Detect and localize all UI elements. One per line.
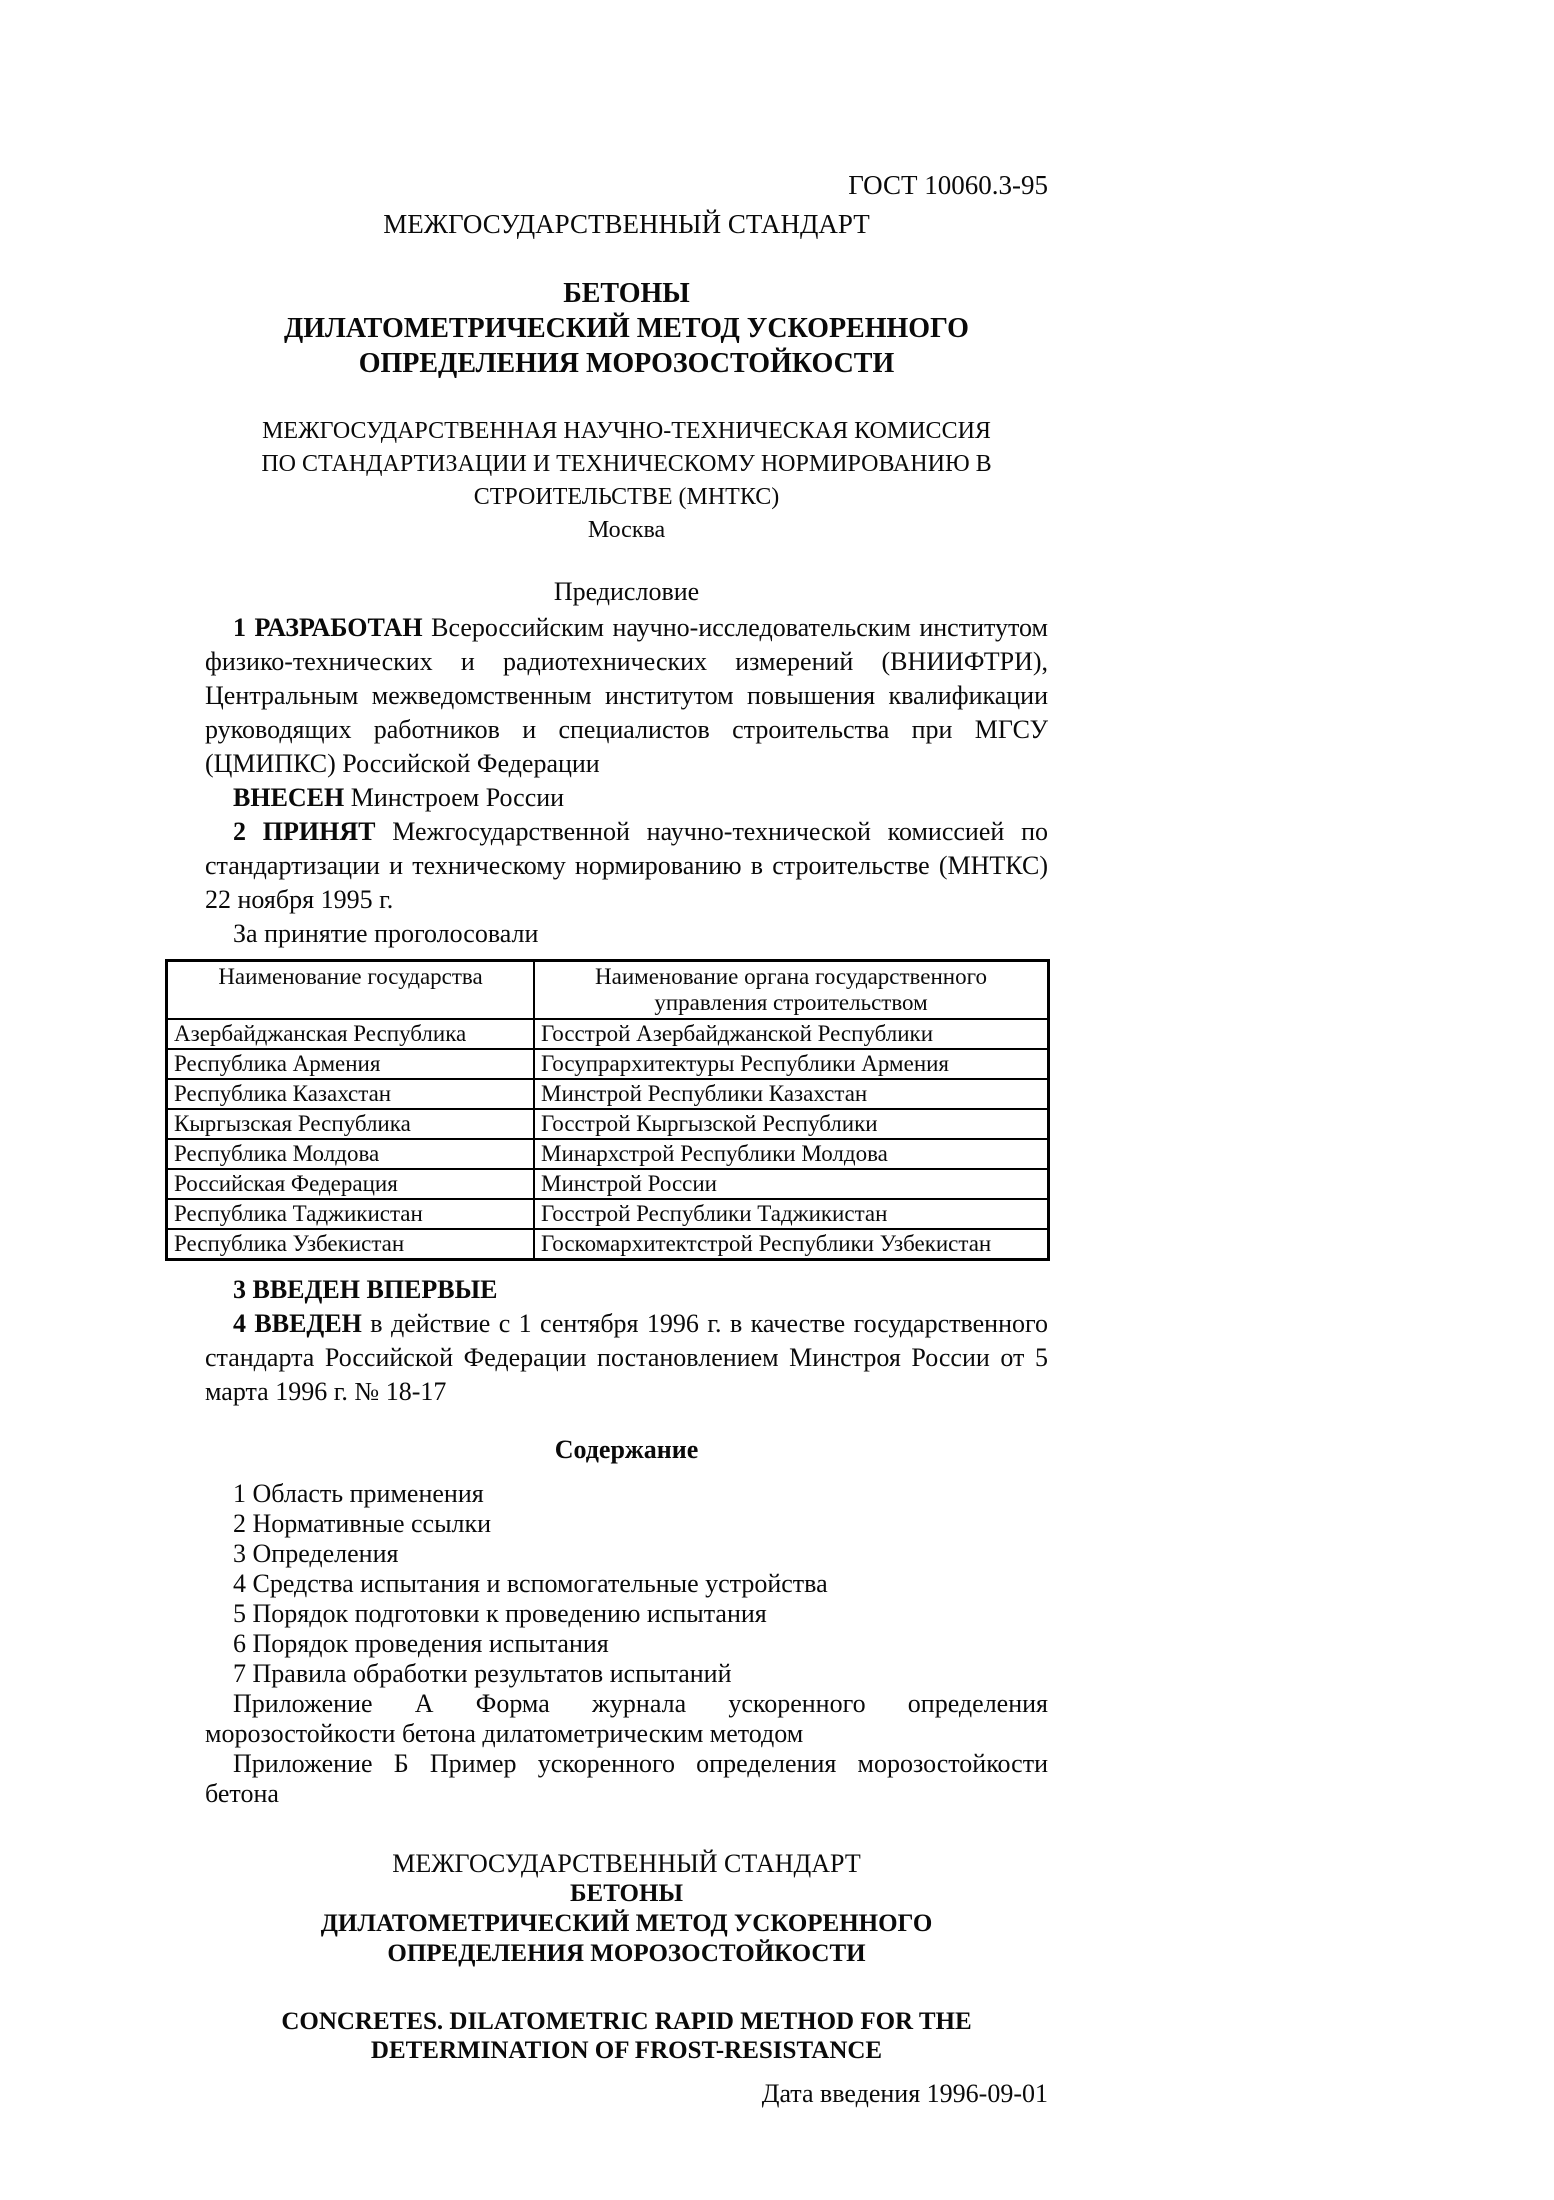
- document-title: [205, 276, 1048, 381]
- toc-item-3: 3 Определения: [233, 1539, 399, 1568]
- toc-item-7: 7 Правила обработки результатов испытаний: [233, 1659, 732, 1688]
- foreword-paragraph-submitted: [205, 781, 1048, 815]
- vote-table-header-state: Наименование государства: [167, 961, 535, 1020]
- table-row: [167, 1169, 1049, 1199]
- document-title-line-3: ОПРЕДЕЛЕНИЯ МОРОЗОСТОЙКОСТИ: [358, 348, 895, 379]
- foreword-developed-label: 1 РАЗРАБОТАН: [233, 613, 423, 642]
- commission-line-1: МЕЖГОСУДАРСТВЕННАЯ НАУЧНО-ТЕХНИЧЕСКАЯ КОМИССИЯ: [262, 418, 991, 444]
- introduced-first-time: 3 ВВЕДЕН ВПЕРВЫЕ: [233, 1275, 498, 1304]
- contents-heading: Содержание: [554, 1435, 699, 1464]
- foreword-heading: Предисловие: [553, 577, 700, 606]
- table-row: [167, 1199, 1049, 1229]
- foreword-developed-text: Всероссийским научно-исследовательским институтом физико-технических и радиотехнических измерений (ВНИИФТРИ), Центральным межведомственным институтом повышения квалификации руководящих работников и специалистов строительства при МГСУ (ЦМИПКС) Российской Федерации: [205, 613, 1048, 778]
- introduction-date: Дата введения 1996-09-01: [761, 2079, 1048, 2108]
- foreword-paragraph-developed: [205, 611, 1048, 781]
- appendix-a-entry: Приложение А Форма журнала ускоренного определения морозостойкости бетона дилатометрическим методом: [205, 1689, 1048, 1748]
- state-cell: Азербайджанская Республика: [167, 1019, 535, 1049]
- state-cell: Кыргызская Республика: [167, 1109, 535, 1139]
- table-row: [167, 1139, 1049, 1169]
- state-cell: Российская Федерация: [167, 1169, 535, 1199]
- document-title-line-1: БЕТОНЫ: [563, 278, 690, 309]
- authority-cell: Минархстрой Республики Молдова: [534, 1139, 1049, 1169]
- state-cell: Республика Молдова: [167, 1139, 535, 1169]
- footer-title-english: [205, 2007, 1048, 2065]
- state-cell: Республика Казахстан: [167, 1079, 535, 1109]
- state-cell: Республика Узбекистан: [167, 1229, 535, 1260]
- vote-intro: За принятие проголосовали: [233, 919, 539, 948]
- city-line: Москва: [587, 517, 666, 543]
- commission-block: [205, 415, 1048, 547]
- table-row: [167, 1229, 1049, 1260]
- footer-title-line-3: ОПРЕДЕЛЕНИЯ МОРОЗОСТОЙКОСТИ: [387, 1940, 866, 1967]
- table-row: [167, 1109, 1049, 1139]
- document-title-line-2: ДИЛАТОМЕТРИЧЕСКИЙ МЕТОД УСКОРЕННОГО: [284, 313, 969, 344]
- table-row: [167, 1019, 1049, 1049]
- footer-title-en-line-1: CONCRETES. DILATOMETRIC RAPID METHOD FOR THE: [281, 2008, 972, 2035]
- page-content: [174, 0, 1049, 2109]
- authority-cell: Минстрой Республики Казахстан: [534, 1079, 1049, 1109]
- standard-type-heading: МЕЖГОСУДАРСТВЕННЫЙ СТАНДАРТ: [383, 209, 870, 239]
- footer-title-line-2: ДИЛАТОМЕТРИЧЕСКИЙ МЕТОД УСКОРЕННОГО: [320, 1910, 933, 1937]
- toc-item-5: 5 Порядок подготовки к проведению испытания: [233, 1599, 767, 1628]
- state-cell: Республика Армения: [167, 1049, 535, 1079]
- authority-cell: Госстрой Кыргызской Республики: [534, 1109, 1049, 1139]
- authority-cell: Госупрархитектуры Республики Армения: [534, 1049, 1049, 1079]
- commission-line-2: ПО СТАНДАРТИЗАЦИИ И ТЕХНИЧЕСКОМУ НОРМИРОВАНИЮ В: [261, 451, 992, 477]
- introduced-in-force-label: 4 ВВЕДЕН: [233, 1309, 362, 1338]
- toc-item-4: 4 Средства испытания и вспомогательные устройства: [233, 1569, 828, 1598]
- footer-title-line-1: БЕТОНЫ: [570, 1880, 683, 1907]
- footer-title-en-line-2: DETERMINATION OF FROST-RESISTANCE: [370, 2037, 883, 2064]
- toc-item-1: 1 Область применения: [233, 1479, 484, 1508]
- authority-cell: Госстрой Азербайджанской Республики: [534, 1019, 1049, 1049]
- authority-cell: Минстрой России: [534, 1169, 1049, 1199]
- foreword-submitted-text: Минстроем России: [344, 783, 565, 812]
- footer-title: [205, 1879, 1048, 1969]
- appendix-b-entry: Приложение Б Пример ускоренного определения морозостойкости бетона: [205, 1749, 1048, 1808]
- doc-number: ГОСТ 10060.3-95: [848, 170, 1048, 200]
- toc-list: [205, 1479, 1048, 1689]
- table-row: [167, 1079, 1049, 1109]
- foreword-submitted-label: ВНЕСЕН: [233, 783, 345, 812]
- introduced-in-force-paragraph: [205, 1307, 1048, 1409]
- state-cell: Республика Таджикистан: [167, 1199, 535, 1229]
- commission-line-3: СТРОИТЕЛЬСТВЕ (МНТКС): [473, 484, 780, 510]
- introduced-in-force-text: в действие с 1 сентября 1996 г. в качестве государственного стандарта Российской Федерации постановлением Минстроя России от 5 марта 1996 г. № 18-17: [205, 1309, 1048, 1406]
- foreword-paragraph-accepted: [205, 815, 1048, 917]
- toc-item-6: 6 Порядок проведения испытания: [233, 1629, 609, 1658]
- foreword-accepted-text: Межгосударственной научно-технической комиссией по стандартизации и техническому нормированию в строительстве (МНТКС) 22 ноября 1995 г.: [205, 817, 1049, 914]
- table-row: [167, 1049, 1049, 1079]
- authority-cell: Госстрой Республики Таджикистан: [534, 1199, 1049, 1229]
- toc-item-2: 2 Нормативные ссылки: [233, 1509, 492, 1538]
- vote-table-header-authority: Наименование органа государственного управления строительством: [534, 961, 1049, 1020]
- footer-standard-type: МЕЖГОСУДАРСТВЕННЫЙ СТАНДАРТ: [392, 1849, 861, 1878]
- authority-cell: Госкомархитектстрой Республики Узбекистан: [534, 1229, 1049, 1260]
- vote-table-head: [167, 961, 1049, 1020]
- vote-table-header-row: [167, 961, 1049, 1020]
- vote-table-body: [167, 1019, 1049, 1260]
- vote-table: [165, 959, 1050, 1261]
- foreword-accepted-label: 2 ПРИНЯТ: [233, 817, 376, 846]
